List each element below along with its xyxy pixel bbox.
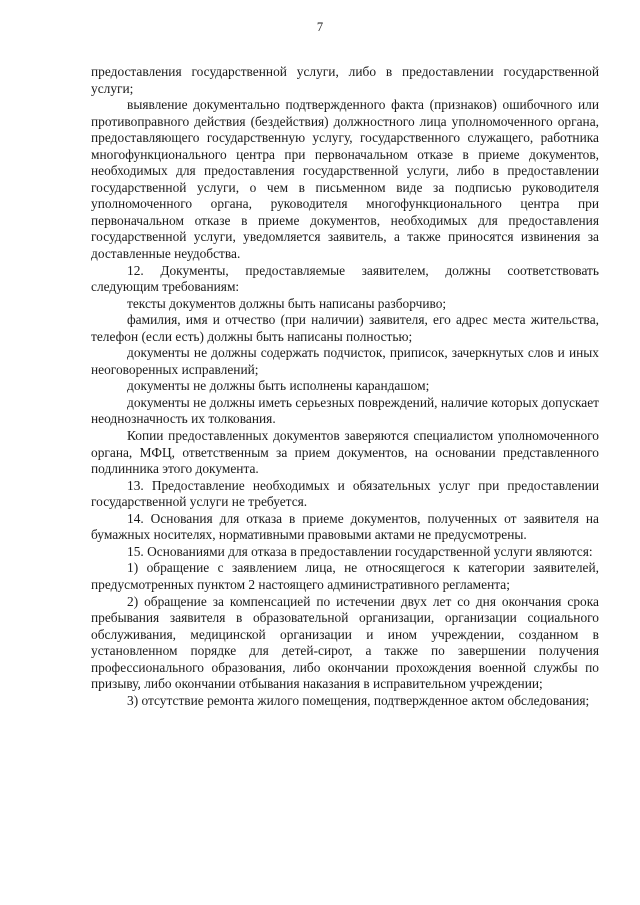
paragraph-error-detection: выявление документально подтвержденного факта (признаков) ошибочного или противоправного действия (бездействия) должностного лица уполномоченного органа, предоставляющего государственную услугу, государственного служащего, работника многофункционального центра при первоначальном отказе в приеме документов, необходимых для предоставления государственной услуги, либо в предоставлении государственной услуги, о чем в письменном виде за подписью руководителя уполномоченного органа, руководителя многофункционального центра при первоначальном отказе в приеме документов, необходимых для предоставления государственной услуги, уведомляется заявитель, а также приносятся извинения за доставленные неудобства. (91, 97, 599, 262)
paragraph-ground-3: 3) отсутствие ремонта жилого помещения, подтвержденное актом обследования; (127, 692, 590, 708)
paragraph-continuation: предоставления государственной услуги, либо в предоставлении государственной услуги; (91, 64, 599, 96)
paragraph-requirement-legible: тексты документов должны быть написаны разборчиво; (127, 295, 447, 311)
paragraph-requirement-no-corrections: документы не должны содержать подчисток, приписок, зачеркнутых слов и иных неоговоренных исправлений; (91, 345, 599, 377)
paragraph-requirement-no-damage: документы не должны иметь серьезных повреждений, наличие которых допускает неоднозначность их толкования. (91, 394, 599, 427)
paragraph-section-13: 13. Предоставление необходимых и обязательных услуг при предоставлении государственной услуги не требуется. (91, 477, 599, 510)
paragraph-section-12: 12. Документы, предоставляемые заявителем, должны соответствовать следующим требованиям: (91, 262, 599, 295)
paragraph-section-14: 14. Основания для отказа в приеме документов, полученных от заявителя на бумажных носителях, нормативными правовыми актами не предусмотрены. (91, 510, 599, 543)
page-number: 7 (316, 20, 324, 34)
paragraph-section-15: 15. Основаниями для отказа в предоставлении государственной услуги являются: (127, 543, 593, 559)
paragraph-requirement-full-name: фамилия, имя и отчество (при наличии) заявителя, его адрес места жительства, телефон (если есть) должны быть написаны полностью; (91, 312, 599, 344)
document-body (91, 64, 599, 709)
paragraph-ground-2: 2) обращение за компенсацией по истечении двух лет со дня окончания срока пребывания заявителя в образовательной организации, организации социального обслуживания, медицинской организации и ином учреждении, созданном в установленном порядке для детей-сирот, а также по завершении получения профессионального образования, либо окончании прохождения военной службы по призыву, либо окончании отбывания наказания в исправительном учреждении; (91, 593, 599, 692)
paragraph-requirement-no-pencil: документы не должны быть исполнены карандашом; (127, 378, 430, 394)
paragraph-ground-1: 1) обращение с заявлением лица, не относящегося к категории заявителей, предусмотренных пунктом 2 настоящего административного регламента; (91, 560, 599, 592)
paragraph-copies-certified: Копии предоставленных документов заверяются специалистом уполномоченного органа, МФЦ, ответственным за прием документов, на основании представленного подлинника этого документа. (91, 428, 599, 477)
